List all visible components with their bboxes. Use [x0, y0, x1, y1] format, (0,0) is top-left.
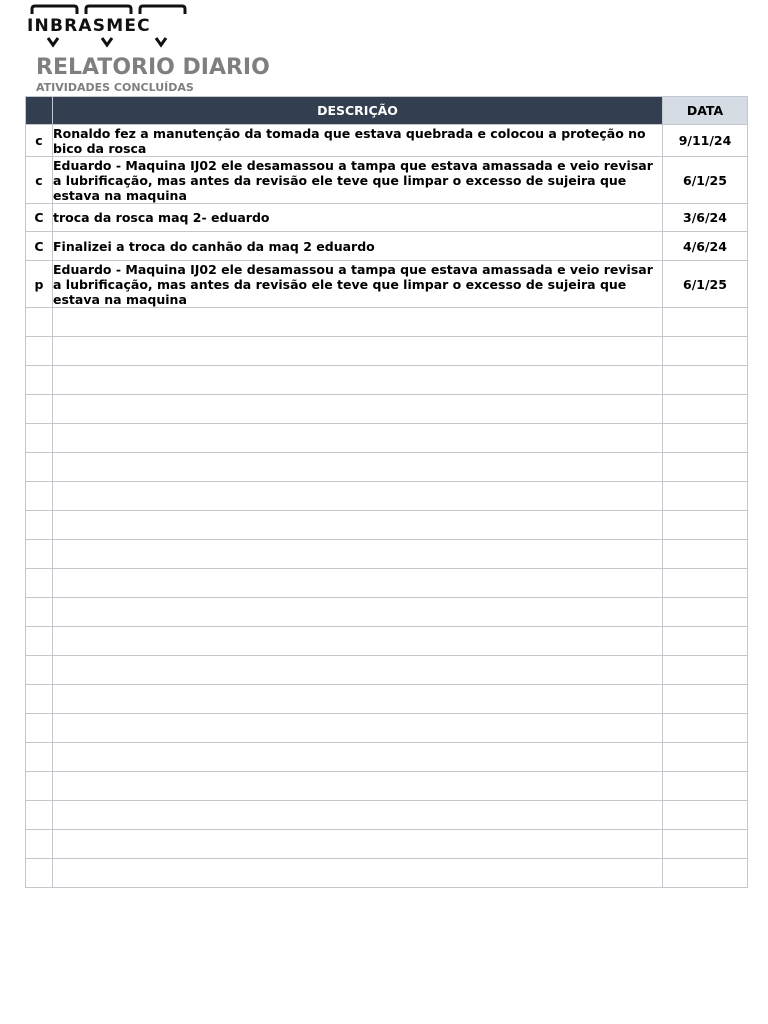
empty-table-row — [26, 453, 748, 482]
empty-table-row — [26, 511, 748, 540]
empty-date-cell — [663, 656, 748, 685]
empty-table-row — [26, 714, 748, 743]
date-cell: 6/1/25 — [663, 261, 748, 308]
empty-description-cell — [53, 569, 663, 598]
empty-status-cell — [26, 801, 53, 830]
empty-table-row — [26, 337, 748, 366]
empty-table-row — [26, 627, 748, 656]
empty-description-cell — [53, 511, 663, 540]
empty-date-cell — [663, 482, 748, 511]
status-column-header — [26, 97, 53, 125]
empty-table-row — [26, 830, 748, 859]
empty-status-cell — [26, 366, 53, 395]
empty-description-cell — [53, 424, 663, 453]
empty-date-cell — [663, 511, 748, 540]
empty-status-cell — [26, 395, 53, 424]
empty-date-cell — [663, 627, 748, 656]
description-cell: Finalizei a troca do canhão da maq 2 eduardo — [53, 232, 663, 261]
empty-description-cell — [53, 859, 663, 888]
empty-date-cell — [663, 540, 748, 569]
empty-date-cell — [663, 453, 748, 482]
empty-date-cell — [663, 366, 748, 395]
empty-rows-group — [26, 308, 748, 888]
empty-table-row — [26, 482, 748, 511]
empty-description-cell — [53, 685, 663, 714]
table-row — [26, 204, 748, 232]
description-cell: Eduardo - Maquina IJ02 ele desamassou a tampa que estava amassada e veio revisar a lubrificação, mas antes da revisão ele teve que limpar o excesso de sujeira que estava na maquina — [53, 261, 663, 308]
empty-description-cell — [53, 395, 663, 424]
empty-status-cell — [26, 772, 53, 801]
empty-status-cell — [26, 308, 53, 337]
empty-table-row — [26, 743, 748, 772]
empty-table-row — [26, 308, 748, 337]
empty-date-cell — [663, 714, 748, 743]
empty-date-cell — [663, 801, 748, 830]
empty-table-row — [26, 656, 748, 685]
status-cell: c — [26, 125, 53, 157]
report-subtitle: ATIVIDADES CONCLUÍDAS — [36, 81, 194, 94]
empty-table-row — [26, 540, 748, 569]
description-cell: troca da rosca maq 2- eduardo — [53, 204, 663, 232]
empty-date-cell — [663, 308, 748, 337]
description-cell: Eduardo - Maquina IJ02 ele desamassou a tampa que estava amassada e veio revisar a lubrificação, mas antes da revisão ele teve que limpar o excesso de sujeira que estava na maquina — [53, 157, 663, 204]
empty-description-cell — [53, 830, 663, 859]
date-cell: 9/11/24 — [663, 125, 748, 157]
empty-description-cell — [53, 453, 663, 482]
empty-date-cell — [663, 743, 748, 772]
empty-table-row — [26, 772, 748, 801]
empty-status-cell — [26, 714, 53, 743]
empty-table-row — [26, 859, 748, 888]
empty-status-cell — [26, 627, 53, 656]
empty-date-cell — [663, 337, 748, 366]
empty-table-row — [26, 801, 748, 830]
empty-status-cell — [26, 598, 53, 627]
empty-date-cell — [663, 395, 748, 424]
table-row — [26, 157, 748, 204]
empty-status-cell — [26, 482, 53, 511]
logo-text: INBRASMEC — [27, 16, 151, 36]
empty-status-cell — [26, 540, 53, 569]
empty-table-row — [26, 366, 748, 395]
empty-status-cell — [26, 830, 53, 859]
empty-description-cell — [53, 366, 663, 395]
empty-date-cell — [663, 424, 748, 453]
table-row — [26, 125, 748, 157]
status-cell: C — [26, 232, 53, 261]
date-cell: 6/1/25 — [663, 157, 748, 204]
empty-description-cell — [53, 801, 663, 830]
table-row — [26, 261, 748, 308]
empty-description-cell — [53, 308, 663, 337]
empty-description-cell — [53, 656, 663, 685]
description-column-header: DESCRIÇÃO — [53, 97, 663, 125]
empty-date-cell — [663, 830, 748, 859]
empty-date-cell — [663, 598, 748, 627]
empty-description-cell — [53, 772, 663, 801]
date-cell: 3/6/24 — [663, 204, 748, 232]
empty-date-cell — [663, 859, 748, 888]
empty-description-cell — [53, 627, 663, 656]
empty-date-cell — [663, 569, 748, 598]
status-cell: C — [26, 204, 53, 232]
empty-table-row — [26, 598, 748, 627]
table-row — [26, 232, 748, 261]
date-cell: 4/6/24 — [663, 232, 748, 261]
status-cell: c — [26, 157, 53, 204]
empty-description-cell — [53, 337, 663, 366]
empty-status-cell — [26, 656, 53, 685]
empty-table-row — [26, 424, 748, 453]
empty-description-cell — [53, 482, 663, 511]
empty-table-row — [26, 395, 748, 424]
company-logo — [26, 4, 196, 48]
empty-description-cell — [53, 714, 663, 743]
empty-status-cell — [26, 859, 53, 888]
empty-description-cell — [53, 540, 663, 569]
empty-table-row — [26, 569, 748, 598]
empty-table-row — [26, 685, 748, 714]
empty-status-cell — [26, 337, 53, 366]
empty-status-cell — [26, 424, 53, 453]
activities-table — [25, 96, 748, 888]
status-cell: p — [26, 261, 53, 308]
date-column-header: DATA — [663, 97, 748, 125]
table-header-row — [26, 97, 748, 125]
empty-description-cell — [53, 743, 663, 772]
empty-status-cell — [26, 569, 53, 598]
report-title: RELATORIO DIARIO — [36, 55, 270, 80]
empty-date-cell — [663, 685, 748, 714]
empty-status-cell — [26, 511, 53, 540]
empty-date-cell — [663, 772, 748, 801]
description-cell: Ronaldo fez a manutenção da tomada que estava quebrada e colocou a proteção no bico da rosca — [53, 125, 663, 157]
empty-status-cell — [26, 453, 53, 482]
empty-status-cell — [26, 743, 53, 772]
empty-status-cell — [26, 685, 53, 714]
empty-description-cell — [53, 598, 663, 627]
